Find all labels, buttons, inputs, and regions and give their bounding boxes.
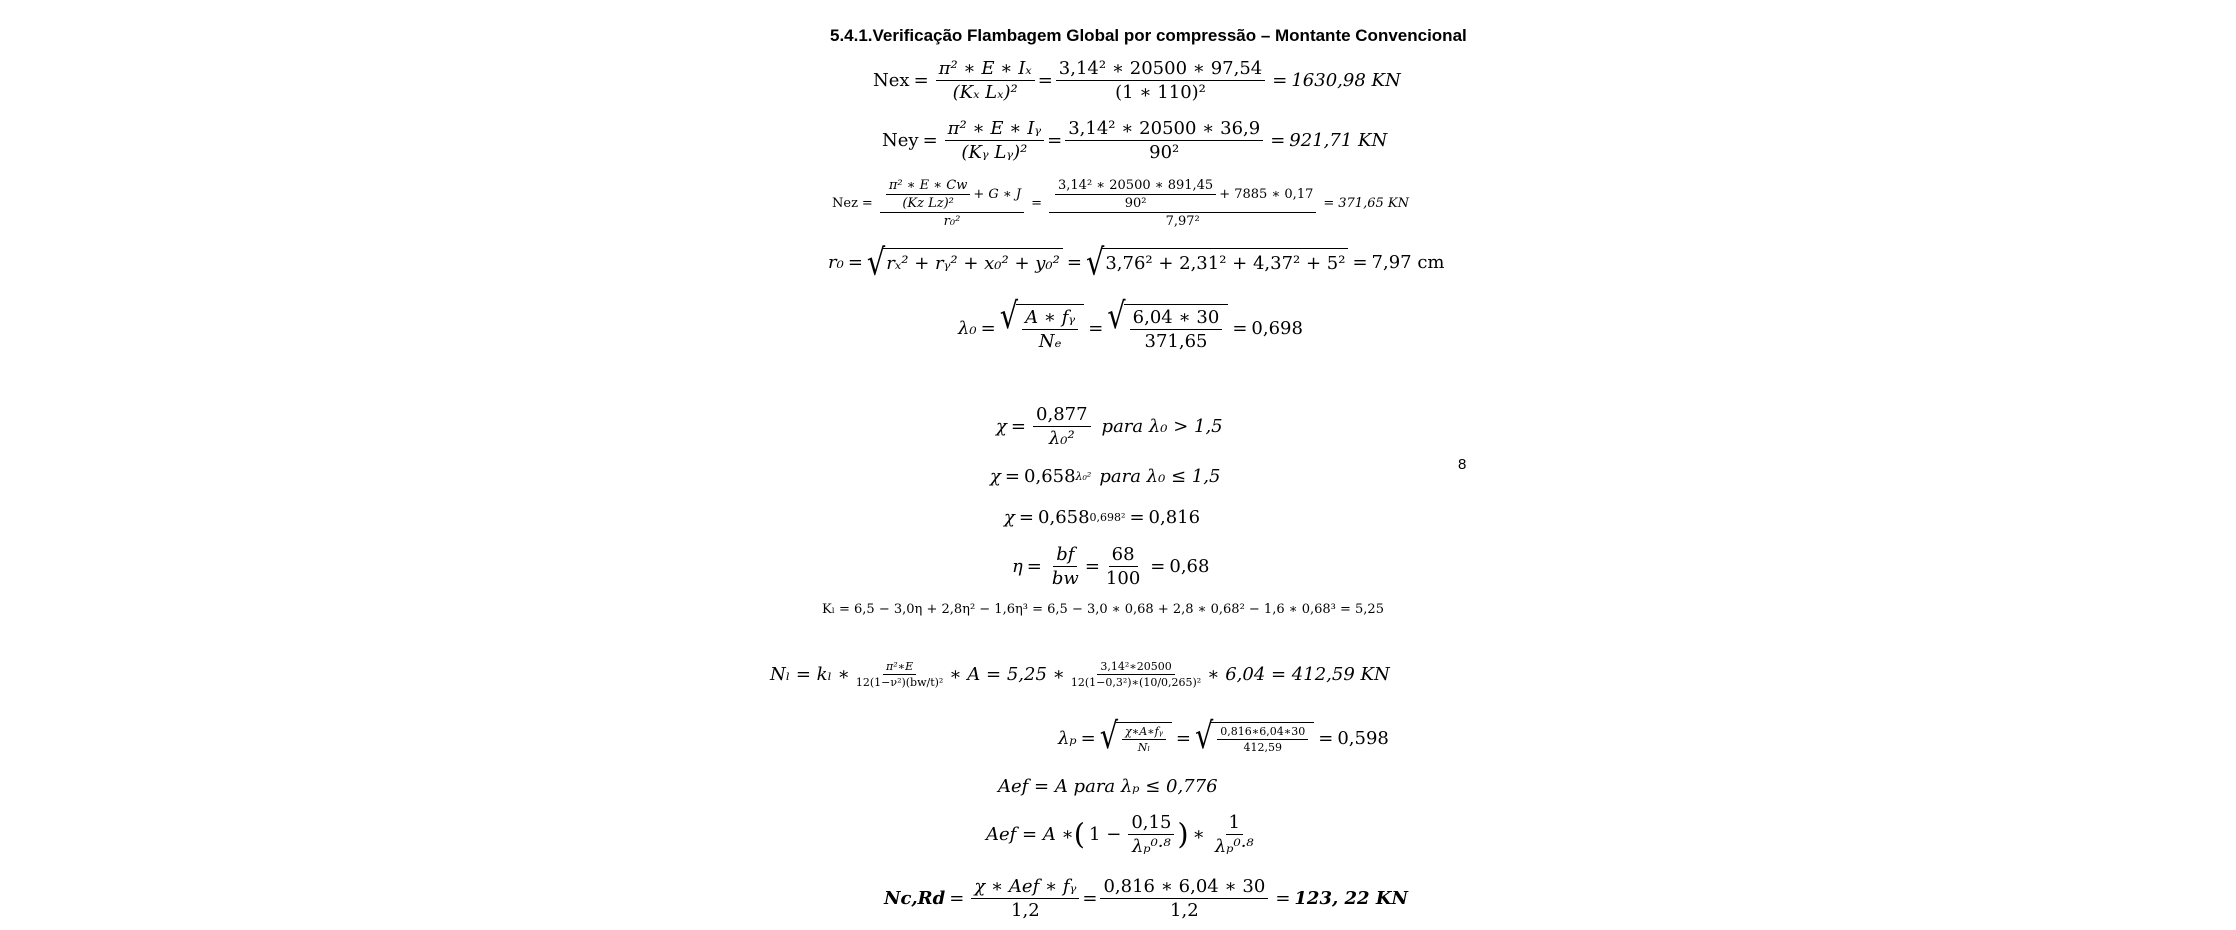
nl-result: ∗ 6,04 = 412,59 KN (1207, 664, 1390, 685)
lambda0-lhs: λ₀ (958, 317, 977, 339)
eta-numeric-numerator: 68 (1109, 544, 1138, 567)
aef2-outer-numerator: 1 (1226, 812, 1243, 835)
equation-r0: r₀ = √ rₓ² + rᵧ² + x₀² + y₀² = √ 3,76² + 2,31² + 4,37² + 5² = 7,97 cm (828, 240, 1445, 284)
equation-nl (770, 660, 1390, 689)
ney-numeric-denominator: 90² (1149, 142, 1180, 163)
equation-chi-3: χ = 0,658 0,698² = 0,816 (1004, 507, 1201, 528)
nez-numeric-inner-numerator: 3,14² ∗ 20500 ∗ 891,45 (1055, 178, 1216, 195)
lambdap-result: 0,598 (1337, 727, 1389, 749)
ncrd-symbolic-numerator: χ ∗ Aef ∗ fᵧ (971, 876, 1079, 899)
chi1-denominator: λ₀² (1048, 428, 1075, 449)
equation-ney: Ney = $\frac{\text{π² ∗ E ∗ Iᵧ}}{\text{(Kᵧ Lᵧ)²}}$ = $\frac{\text{3,14² ∗ 20500 ∗ 36,9}}{\text{90²}}$ = 921,71 KN (882, 118, 1388, 163)
nez-lhs: Nez (832, 196, 858, 211)
lambda0-result: 0,698 (1251, 317, 1303, 339)
nl-symbolic-denominator: 12(1−ν²)(bw/t)² (855, 676, 944, 689)
r0-symbolic: rₓ² + rᵧ² + x₀² + y₀² (883, 248, 1063, 277)
r0-result: 7,97 cm (1371, 251, 1445, 273)
aef2-inner-numerator: 0,15 (1128, 812, 1174, 835)
eta-result: 0,68 (1169, 556, 1210, 577)
nez-inner-numerator: π² ∗ E ∗ Cw (886, 178, 971, 195)
ncrd-numeric-numerator: 0,816 ∗ 6,04 ∗ 30 (1100, 876, 1268, 899)
chi2-base: 0,658 (1024, 466, 1076, 487)
chi3-exponent: 0,698² (1089, 511, 1126, 524)
nez-inner-denominator: (Kz Lz)² (902, 196, 954, 211)
section-title: 5.4.1.Verificação Flambagem Global por compressão – Montante Convencional (830, 26, 1467, 45)
eta-numeric-denominator: 100 (1105, 568, 1141, 589)
lambda0-numeric-numerator: 6,04 ∗ 30 (1130, 307, 1223, 330)
lambdap-symbolic-numerator: χ∗A∗fᵧ (1122, 725, 1166, 740)
ncrd-result: 123, 22 KN (1294, 888, 1408, 909)
aef1-text: Aef = A para λₚ ≤ 0,776 (998, 776, 1218, 797)
chi3-lhs: χ (1004, 507, 1015, 528)
ney-symbolic-numerator: π² ∗ E ∗ Iᵧ (945, 118, 1044, 141)
equation-aef-1 (998, 776, 1218, 797)
eta-symbolic-numerator: bf (1053, 544, 1077, 567)
equation-eta: η = $\frac{bf}{bw}$ = $\frac{68}{100}$ = 0,68 (1012, 544, 1210, 589)
ney-lhs: Ney (882, 130, 919, 151)
nez-result: 371,65 KN (1338, 196, 1409, 211)
equation-ncrd: Nc,Rd = $\frac{\text{χ ∗ Aef ∗ fᵧ}}{1,2}$ = $\frac{0,816 ∗ 6,04 ∗ 30}{1,2}$ = 123, 22 KN (884, 876, 1408, 921)
r0-lhs: r₀ (828, 251, 844, 273)
lambdap-lhs: λₚ (1058, 727, 1077, 749)
ncrd-symbolic-denominator: 1,2 (1011, 900, 1040, 921)
equation-lambda0: λ₀ = √ $\frac{\text{A ∗ fᵧ}}{\text{Nₑ}}$ = √ $\frac{6,04 ∗ 30}{371,65}$ = 0,698 (958, 294, 1303, 352)
nl-lhs: Nₗ = kₗ ∗ (770, 664, 850, 685)
nl-numeric-denominator: 12(1−0,3²)∗(10/0,265)² (1070, 676, 1202, 689)
equation-aef-2: Aef = A ∗ ( 1 − $\frac{0,15}{\text{λₚ⁰·⁸}}$ ) ∗ $\frac{1}{\text{λₚ⁰·⁸}}$ (986, 812, 1260, 857)
lambdap-numeric-denominator: 412,59 (1243, 741, 1283, 754)
page-number: 8 (1458, 456, 1467, 473)
nez-plus-term: + G ∗ J (973, 187, 1022, 202)
r0-numeric: 3,76² + 2,31² + 4,37² + 5² (1102, 248, 1348, 277)
lambdap-symbolic-denominator: Nₗ (1137, 741, 1151, 754)
nez-numeric-outer-denominator: 7,97² (1165, 214, 1200, 229)
ney-numeric-numerator: 3,14² ∗ 20500 ∗ 36,9 (1065, 118, 1263, 141)
chi2-condition: para λ₀ ≤ 1,5 (1099, 466, 1221, 487)
nex-lhs: Nex (873, 70, 910, 91)
chi3-base: 0,658 (1038, 507, 1090, 528)
lambda0-symbolic-numerator: A ∗ fᵧ (1022, 307, 1078, 330)
eta-symbolic-denominator: bw (1051, 568, 1079, 589)
chi3-result: 0,816 (1148, 507, 1201, 528)
nex-numeric-numerator: 3,14² ∗ 20500 ∗ 97,54 (1056, 58, 1265, 81)
lambdap-numeric-numerator: 0,816∗6,04∗30 (1217, 725, 1308, 740)
chi1-lhs: χ (996, 416, 1007, 437)
equation-chi-2: χ = 0,658 λ₀² para λ₀ ≤ 1,5 (990, 466, 1221, 487)
aef2-lhs: Aef = A ∗ (986, 824, 1074, 845)
eta-lhs: η (1012, 556, 1023, 577)
lambda0-symbolic-denominator: Nₑ (1038, 331, 1062, 352)
ney-result: 921,71 KN (1289, 130, 1388, 151)
equation-chi-1: χ = $\frac{0,877}{\text{λ₀²}}$ para λ₀ > 1,5 (996, 404, 1223, 449)
nex-result: 1630,98 KN (1291, 70, 1401, 91)
equation-nex: Nex = $\frac{\text{π² ∗ E ∗ Iₓ}}{\text{(Kₓ Lₓ)²}}$ = $\frac{\text{3,14² ∗ 20500 ∗ 97,54}}{\text{(1 ∗ 110)²}}$ = 1630,98 KN (873, 58, 1401, 103)
ncrd-numeric-denominator: 1,2 (1170, 900, 1199, 921)
ney-symbolic-denominator: (Kᵧ Lᵧ)² (961, 142, 1028, 163)
ncrd-lhs: Nc,Rd (884, 888, 946, 909)
equation-lambdap: λₚ = √ $\frac{\text{χ∗A∗fᵧ}}{\text{Nₗ}}$ = √ $\frac{0,816∗6,04∗30}{412,59}$ = 0,598 (1058, 714, 1389, 757)
nl-symbolic-numerator: π²∗E (883, 660, 916, 675)
kl-text: Kₗ = 6,5 − 3,0η + 2,8η² − 1,6η³ = 6,5 − 3,0 ∗ 0,68 + 2,8 ∗ 0,68² − 1,6 ∗ 0,68³ = 5,25 (822, 602, 1384, 617)
aef2-inner-denominator: λₚ⁰·⁸ (1131, 836, 1171, 857)
chi1-condition: para λ₀ > 1,5 (1101, 416, 1223, 437)
nex-numeric-denominator: (1 ∗ 110)² (1115, 82, 1206, 103)
chi1-numerator: 0,877 (1033, 404, 1091, 427)
nl-mid: ∗ A = 5,25 ∗ (949, 664, 1065, 685)
aef2-outer-denominator: λₚ⁰·⁸ (1214, 836, 1254, 857)
equation-nez: Nez = $\frac{\text{π² ∗ E ∗ Cw}}{\text{(Kz Lz)²}}$ + G ∗ J r₀² = $\frac{\text{3,14² ∗ 20500 ∗ 891,45}}{\text{90²}}$ + 7885 ∗ 0,17 7,97² = 371,65 KN (832, 178, 1409, 229)
equation-kl (822, 602, 1384, 617)
lambda0-numeric-denominator: 371,65 (1144, 331, 1208, 352)
nez-numeric-inner-denominator: 90² (1124, 196, 1147, 211)
nl-numeric-numerator: 3,14²∗20500 (1097, 660, 1174, 675)
nez-numeric-plus: + 7885 ∗ 0,17 (1219, 187, 1314, 202)
chi2-exponent: λ₀² (1075, 470, 1092, 483)
chi2-lhs: χ (990, 466, 1001, 487)
nex-symbolic-numerator: π² ∗ E ∗ Iₓ (936, 58, 1035, 81)
nez-outer-denominator: r₀² (943, 214, 961, 229)
nex-symbolic-denominator: (Kₓ Lₓ)² (952, 82, 1018, 103)
